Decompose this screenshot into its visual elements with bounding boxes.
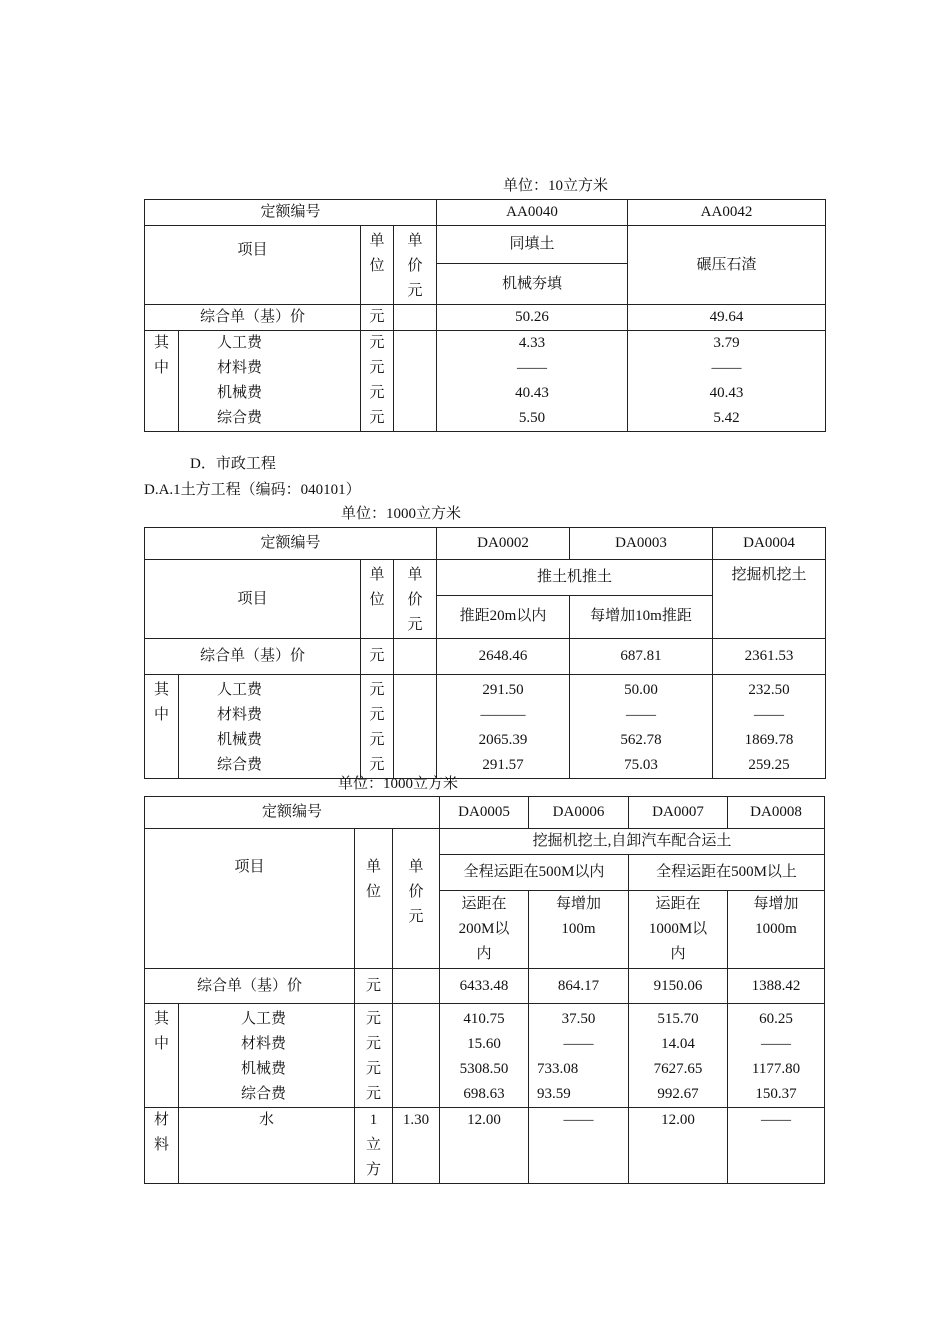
t2-b-overhead: 75.03 [624,757,658,773]
t2-group-label: 其 中 [145,675,179,779]
t2-unit-3: 元 [369,732,385,748]
t3-label-machine: 机械费 [241,1061,287,1077]
t3-total-unit: 元 [355,969,393,1004]
t1-unit-3: 元 [369,385,385,401]
t1-unit-header: 单 位 [361,226,394,305]
t2-label-machine: 机械费 [217,732,263,748]
t3-group-over-500m: 全程运距在500M以上 [629,855,825,891]
t2-col-c [713,675,826,779]
t2-a-overhead: 291.57 [482,757,524,773]
t2-a-machine: 2065.39 [478,732,528,748]
t3-total-price [393,969,440,1004]
t3-2-machine: 733.08 [537,1061,579,1077]
t1-b-machine: 40.43 [709,385,744,401]
t3-3-overhead: 992.67 [657,1086,699,1102]
t2-sub-push-20m: 推距20m以内 [437,595,570,638]
t3-4-machine: 1177.80 [751,1061,801,1077]
t1-price-header: 单 价 元 [394,226,437,305]
t3-col-4 [728,1004,825,1108]
t3-3-labor: 515.70 [657,1011,699,1027]
t2-code-header: 定额编号 [145,528,437,560]
t1-group-label: 其 中 [145,331,179,432]
t2-b-labor: 50.00 [624,682,658,698]
quota-table-3 [144,796,825,1184]
t1-b-material: —— [711,360,742,376]
t3-1-labor: 410.75 [463,1011,505,1027]
t2-total-unit: 元 [361,639,394,675]
t2-label-overhead: 综合费 [217,757,263,773]
t2-code-da0003: DA0003 [570,528,713,560]
t2-item-header: 项目 [145,560,361,639]
t3-label-material: 材料费 [241,1036,287,1052]
t1-item-header: 项目 [145,226,361,305]
t3-2-labor: 37.50 [561,1011,596,1027]
t3-price-header: 单 价 元 [393,829,440,969]
t3-col-1 [440,1004,529,1108]
t3-water-2: —— [529,1108,629,1184]
t1-sub-price [394,331,437,432]
t1-code-aa0040: AA0040 [437,200,628,226]
quota-table-2 [144,527,826,779]
t2-sub-labels [179,675,361,779]
t1-total-a: 50.26 [437,305,628,331]
t3-water-unit: 1 立 方 [355,1108,393,1184]
t3-1-material: 15.60 [467,1036,501,1052]
t3-group-excavate-haul: 挖掘机挖土,自卸汽车配合运土 [440,829,825,855]
t3-unit-4: 元 [365,1086,381,1102]
t2-sub-units [361,675,394,779]
t3-unit-caption: 单位：1000立方米 [338,776,459,792]
t3-2-overhead: 93.59 [537,1086,571,1102]
t2-total-b: 687.81 [570,639,713,675]
t3-water-1: 12.00 [440,1108,529,1184]
t1-total-label: 综合单（基）价 [145,305,361,331]
t3-sub-units [355,1004,393,1108]
t2-b-material: —— [626,707,657,723]
t2-total-a: 2648.46 [437,639,570,675]
t3-3-machine: 7627.65 [653,1061,703,1077]
t3-code-header: 定额编号 [145,797,440,829]
t1-b-overhead: 5.42 [713,410,740,426]
t1-label-overhead: 综合费 [217,410,263,426]
t1-label-machine: 机械费 [217,385,263,401]
t1-b-labor: 3.79 [713,335,740,351]
t3-4-overhead: 150.37 [755,1086,797,1102]
t3-col-2 [529,1004,629,1108]
t3-1-machine: 5308.50 [459,1061,509,1077]
t1-col-a [437,331,628,432]
t3-sub-labels [179,1004,355,1108]
t1-unit-2: 元 [369,360,385,376]
t1-code-header: 定额编号 [145,200,437,226]
t2-label-labor: 人工费 [217,682,263,698]
t2-unit-1: 元 [369,682,385,698]
t3-label-labor: 人工费 [241,1011,287,1027]
t3-unit-1: 元 [365,1011,381,1027]
t2-unit-2: 元 [369,707,385,723]
t2-sub-price [394,675,437,779]
t3-1-overhead: 698.63 [463,1086,505,1102]
t3-total-label: 综合单（基）价 [145,969,355,1004]
quota-table-1 [144,199,826,432]
t1-total-b: 49.64 [628,305,826,331]
t3-code-da0005: DA0005 [440,797,529,829]
t1-col-b [628,331,826,432]
section-heading-da1: D.A.1土方工程（编码：040101） [144,482,361,498]
t3-material-label: 材 料 [145,1108,179,1184]
t2-a-material: ——— [480,707,526,723]
t1-item-a-bottom: 机械夯填 [437,264,628,305]
t2-total-price [394,639,437,675]
t3-unit-2: 元 [365,1036,381,1052]
t2-item-excavator: 挖掘机挖土 [713,560,826,639]
t2-total-c: 2361.53 [713,639,826,675]
t3-water-price: 1.30 [393,1108,440,1184]
t2-unit-4: 元 [369,757,385,773]
t3-total-1: 6433.48 [440,969,529,1004]
t3-water-3: 12.00 [629,1108,728,1184]
t1-unit-caption: 单位：10立方米 [503,178,609,194]
t2-unit-header: 单 位 [361,560,394,639]
t3-4-labor: 60.25 [759,1011,793,1027]
t2-c-machine: 1869.78 [744,732,794,748]
t3-unit-3: 元 [365,1061,381,1077]
t2-sub-push-add-10m: 每增加10m推距 [570,595,713,638]
t1-label-labor: 人工费 [217,335,263,351]
t3-water-4: —— [728,1108,825,1184]
t3-label-overhead: 综合费 [241,1086,287,1102]
t1-total-price [394,305,437,331]
t1-sub-labels [179,331,361,432]
t2-code-da0004: DA0004 [713,528,826,560]
t1-label-material: 材料费 [217,360,263,376]
t3-3-material: 14.04 [661,1036,695,1052]
t2-b-machine: 562.78 [620,732,662,748]
t1-total-unit: 元 [361,305,394,331]
t2-group-bulldozer: 推土机推土 [437,560,713,596]
t3-sub-add-1000m: 每增加 1000m [728,891,825,969]
t2-unit-caption: 单位：1000立方米 [341,506,462,522]
section-heading-d: D．市政工程 [190,456,276,472]
t3-total-2: 864.17 [529,969,629,1004]
t3-code-da0007: DA0007 [629,797,728,829]
t3-code-da0006: DA0006 [529,797,629,829]
t2-label-material: 材料费 [217,707,263,723]
t3-item-header: 项目 [145,829,355,969]
t2-c-labor: 232.50 [748,682,790,698]
t3-sub-1000m: 运距在 1000M以 内 [629,891,728,969]
t3-total-3: 9150.06 [629,969,728,1004]
t1-a-material: —— [517,360,548,376]
t3-4-material: —— [761,1036,792,1052]
t2-code-da0002: DA0002 [437,528,570,560]
t2-col-b [570,675,713,779]
t3-code-da0008: DA0008 [728,797,825,829]
t2-col-a [437,675,570,779]
t3-group-label: 其 中 [145,1004,179,1108]
t3-unit-header: 单 位 [355,829,393,969]
t1-code-aa0042: AA0042 [628,200,826,226]
t3-water-label: 水 [179,1108,355,1184]
t2-a-labor: 291.50 [482,682,524,698]
t2-total-label: 综合单（基）价 [145,639,361,675]
t1-a-machine: 40.43 [515,385,549,401]
t1-sub-units [361,331,394,432]
t1-a-overhead: 5.50 [518,410,546,426]
t2-price-header: 单 价 元 [394,560,437,639]
t3-sub-add-100m: 每增加 100m [529,891,629,969]
t1-a-labor: 4.33 [518,335,546,351]
t3-2-material: —— [563,1036,594,1052]
t3-group-within-500m: 全程运距在500M以内 [440,855,629,891]
t3-sub-price [393,1004,440,1108]
t1-unit-4: 元 [369,410,385,426]
t2-c-material: —— [754,707,785,723]
t3-col-3 [629,1004,728,1108]
t3-total-4: 1388.42 [728,969,825,1004]
t1-item-b: 碾压石渣 [628,226,826,305]
t1-item-a-top: 同填土 [437,226,628,264]
t2-c-overhead: 259.25 [748,757,790,773]
t1-unit-1: 元 [369,335,385,351]
t3-sub-200m: 运距在 200M以 内 [440,891,529,969]
